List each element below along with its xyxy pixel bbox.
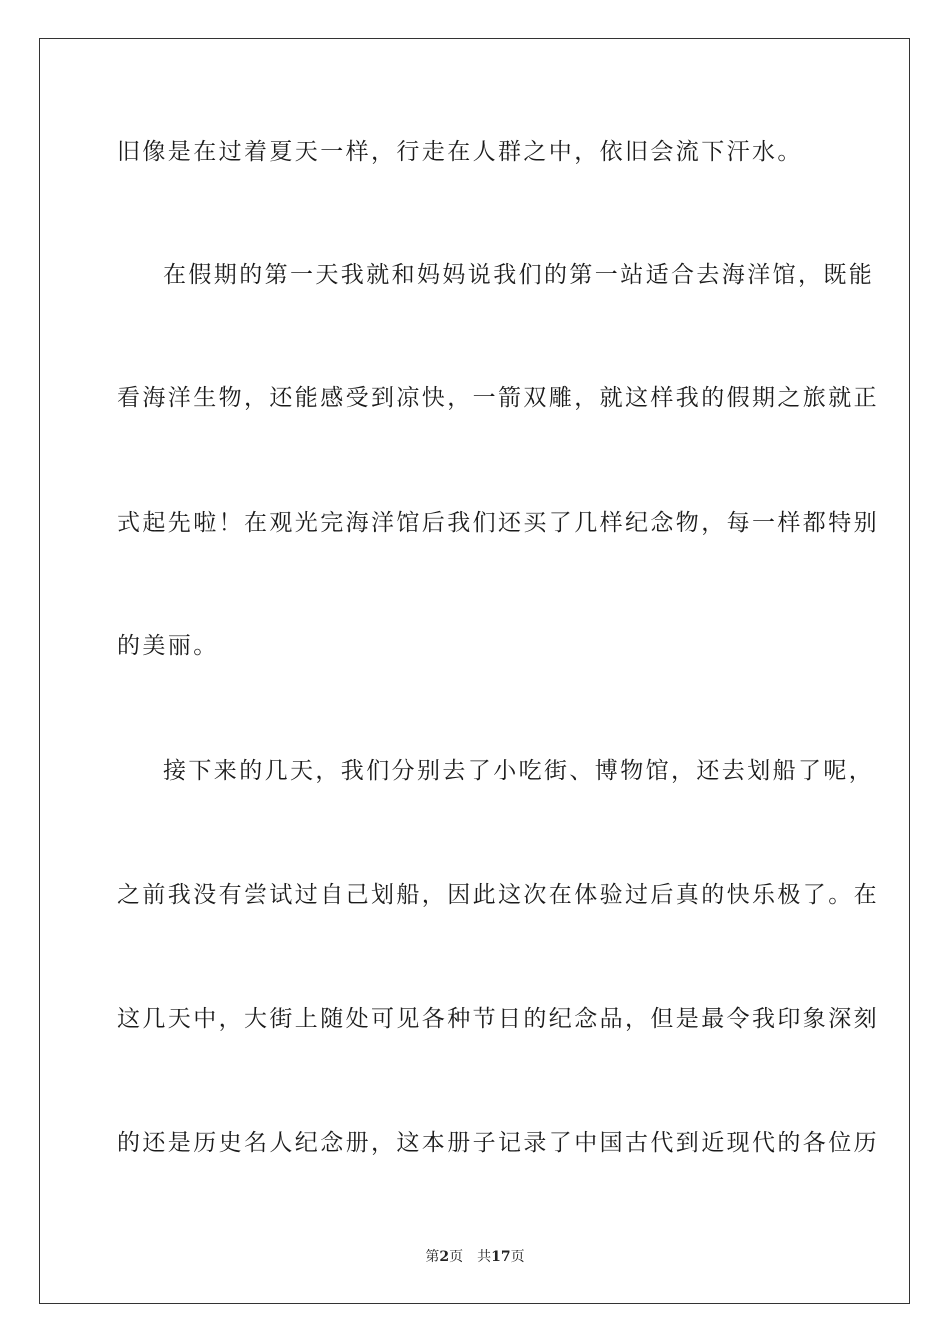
page-suffix: 页 [449,1249,464,1265]
total-prefix: 共 [477,1249,492,1265]
text-line: 之前我没有尝试过自己划船，因此这次在体验过后真的快乐极了。在 [117,882,879,908]
paragraph-start-line: 在假期的第一天我就和妈妈说我们的第一站适合去海洋馆，既能 [163,262,875,288]
text-line: 这几天中，大街上随处可见各种节日的纪念品，但是最令我印象深刻 [117,1006,879,1032]
page-number: 2 [439,1249,450,1265]
text-line: 的美丽。 [117,633,219,659]
text-line: 旧像是在过着夏天一样，行走在人群之中，依旧会流下汗水。 [117,139,803,165]
page-prefix: 第 [425,1249,440,1265]
text-line: 看海洋生物，还能感受到凉快，一箭双雕，就这样我的假期之旅就正 [117,385,879,411]
text-line: 式起先啦！在观光完海洋馆后我们还买了几样纪念物，每一样都特别 [117,510,879,536]
page-border [39,38,910,1304]
paragraph-start-line: 接下来的几天，我们分别去了小吃街、博物馆，还去划船了呢， [163,758,875,784]
total-suffix: 页 [510,1249,525,1265]
page-footer [0,1246,950,1266]
total-pages: 17 [491,1249,511,1265]
text-line: 的还是历史名人纪念册，这本册子记录了中国古代到近现代的各位历 [117,1130,879,1156]
